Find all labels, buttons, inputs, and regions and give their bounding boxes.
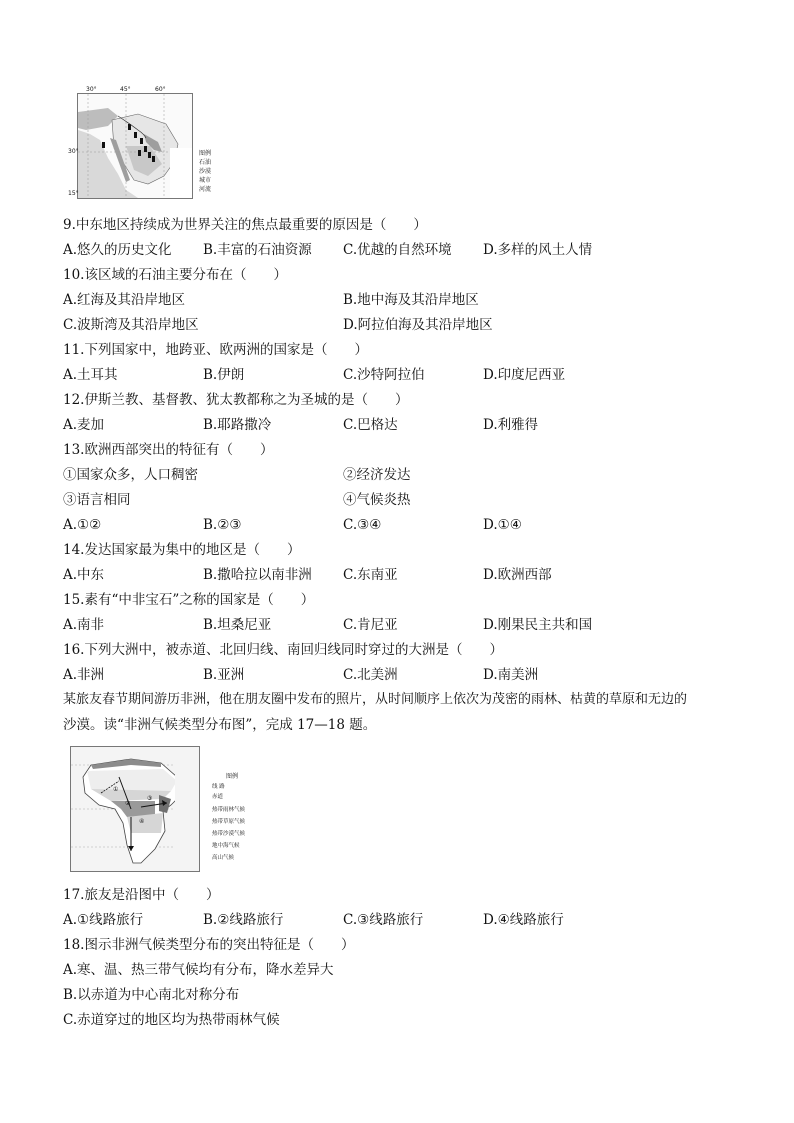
question-16-option-c[interactable]: C.北美洲 bbox=[343, 667, 398, 683]
question-18-option-b[interactable]: B.以赤道为中心南北对称分布 bbox=[63, 987, 240, 1003]
map2-legend-title: 图例 bbox=[226, 773, 239, 780]
question-15-option-b[interactable]: B.坦桑尼亚 bbox=[203, 617, 272, 633]
question-12-option-b[interactable]: B.耶路撒冷 bbox=[203, 417, 272, 433]
map2-legend-equator: 赤道 bbox=[212, 794, 224, 800]
map2-legend-rainforest: 热带雨林气候 bbox=[212, 807, 246, 813]
question-11-stem: 11.下列国家中，地跨亚、欧两洲的国家是（ ） bbox=[63, 342, 368, 358]
question-9-option-c[interactable]: C.优越的自然环境 bbox=[343, 242, 452, 258]
map2-legend-mediterranean: 地中海气候 bbox=[212, 843, 240, 849]
map2-legend-route: 线 路 bbox=[212, 784, 225, 790]
route-marker-2: ② bbox=[125, 800, 131, 807]
passage-line-1: 某旅友春节期间游历非洲，他在朋友圈中发布的照片，从时间顺序上依次为茂密的雨林、枯黄的草原和无边的 bbox=[63, 692, 688, 707]
map2-legend-desert: 热带沙漠气候 bbox=[212, 831, 246, 837]
question-11-option-c[interactable]: C.沙特阿拉伯 bbox=[343, 367, 425, 383]
question-15-option-c[interactable]: C.肯尼亚 bbox=[343, 617, 398, 633]
question-12-stem: 12.伊斯兰教、基督教、犹太教都称之为圣城的是（ ） bbox=[63, 392, 409, 408]
question-10-option-c[interactable]: C.波斯湾及其沿岸地区 bbox=[63, 317, 199, 333]
question-14-option-b[interactable]: B.撒哈拉以南非洲 bbox=[203, 567, 312, 583]
question-17-option-a[interactable]: A.①线路旅行 bbox=[63, 912, 144, 928]
question-13-statement-1: ①国家众多，人口稠密 bbox=[63, 467, 198, 483]
map2-legend-highland: 高山气候 bbox=[212, 855, 235, 861]
question-16-option-a[interactable]: A.非洲 bbox=[63, 667, 105, 683]
question-16-option-d[interactable]: D.南美洲 bbox=[483, 667, 539, 683]
question-13-option-b[interactable]: B.②③ bbox=[203, 517, 242, 533]
question-11-option-a[interactable]: A.土耳其 bbox=[63, 367, 118, 383]
question-17-option-b[interactable]: B.②线路旅行 bbox=[203, 912, 284, 928]
map1-lon-label: 60° bbox=[155, 86, 166, 93]
question-9-option-b[interactable]: B.丰富的石油资源 bbox=[203, 242, 312, 258]
middle-east-map bbox=[77, 93, 193, 199]
map1-legend-city: 城市 bbox=[199, 177, 212, 184]
question-16-stem: 16.下列大洲中，被赤道、北回归线、南回归线同时穿过的大洲是（ ） bbox=[63, 642, 503, 658]
question-10-option-d[interactable]: D.阿拉伯海及其沿岸地区 bbox=[343, 317, 493, 333]
question-17-option-d[interactable]: D.④线路旅行 bbox=[483, 912, 564, 928]
question-15-stem: 15.素有“中非宝石”之称的国家是（ ） bbox=[63, 592, 315, 608]
question-18-stem: 18.图示非洲气候类型分布的突出特征是（ ） bbox=[63, 937, 355, 953]
map1-lat-label: 30° bbox=[68, 148, 79, 155]
map1-legend-river: 河流 bbox=[199, 186, 212, 193]
question-13-option-a[interactable]: A.①② bbox=[63, 517, 102, 533]
question-12-option-a[interactable]: A.麦加 bbox=[63, 417, 105, 433]
question-16-option-b[interactable]: B.亚洲 bbox=[203, 667, 245, 683]
question-11-option-d[interactable]: D.印度尼西亚 bbox=[483, 367, 566, 383]
question-17-option-c[interactable]: C.③线路旅行 bbox=[343, 912, 424, 928]
question-11-option-b[interactable]: B.伊朗 bbox=[203, 367, 245, 383]
question-14-option-a[interactable]: A.中东 bbox=[63, 567, 105, 583]
question-15-option-a[interactable]: A.南非 bbox=[63, 617, 105, 633]
question-10-option-b[interactable]: B.地中海及其沿岸地区 bbox=[343, 292, 479, 308]
map1-lon-label: 45° bbox=[120, 86, 131, 93]
map1-lat-label: 15° bbox=[68, 190, 79, 197]
question-13-option-c[interactable]: C.③④ bbox=[343, 517, 382, 533]
map1-lon-label: 30° bbox=[86, 86, 97, 93]
map1-legend-title: 图例 bbox=[199, 150, 212, 157]
route-marker-1: ① bbox=[113, 786, 119, 793]
route-marker-3: ③ bbox=[147, 795, 153, 802]
question-10-stem: 10.该区域的石油主要分布在（ ） bbox=[63, 267, 287, 283]
question-12-option-d[interactable]: D.利雅得 bbox=[483, 417, 539, 433]
question-14-option-d[interactable]: D.欧洲西部 bbox=[483, 567, 552, 583]
question-10-option-a[interactable]: A.红海及其沿岸地区 bbox=[63, 292, 186, 308]
map2-legend-savanna: 热带草原气候 bbox=[212, 819, 246, 825]
question-14-stem: 14.发达国家最为集中的地区是（ ） bbox=[63, 542, 301, 558]
question-12-option-c[interactable]: C.巴格达 bbox=[343, 417, 398, 433]
question-9-option-a[interactable]: A.悠久的历史文化 bbox=[63, 242, 172, 258]
map1-legend-desert: 沙漠 bbox=[199, 168, 212, 175]
question-15-option-d[interactable]: D.刚果民主共和国 bbox=[483, 617, 593, 633]
passage-line-2: 沙漠。读“非洲气候类型分布图”，完成 17—18 题。 bbox=[63, 717, 377, 733]
route-marker-4: ④ bbox=[139, 818, 145, 825]
question-14-option-c[interactable]: C.东南亚 bbox=[343, 567, 398, 583]
map1-legend-oil: 石油 bbox=[199, 159, 212, 166]
question-13-statement-3: ③语言相同 bbox=[63, 492, 131, 508]
question-13-statement-2: ②经济发达 bbox=[343, 467, 411, 483]
question-17-stem: 17.旅友是沿图中（ ） bbox=[63, 887, 220, 903]
question-9-option-d[interactable]: D.多样的风土人情 bbox=[483, 242, 593, 258]
question-13-stem: 13.欧洲西部突出的特征有（ ） bbox=[63, 442, 274, 458]
question-18-option-c[interactable]: C.赤道穿过的地区均为热带雨林气候 bbox=[63, 1012, 280, 1028]
africa-climate-map bbox=[70, 746, 200, 872]
question-9-stem: 9.中东地区持续成为世界关注的焦点最重要的原因是（ ） bbox=[63, 217, 427, 233]
question-13-statement-4: ④气候炎热 bbox=[343, 492, 411, 508]
question-13-option-d[interactable]: D.①④ bbox=[483, 517, 522, 533]
question-18-option-a[interactable]: A.寒、温、热三带气候均有分布，降水差异大 bbox=[63, 962, 334, 978]
